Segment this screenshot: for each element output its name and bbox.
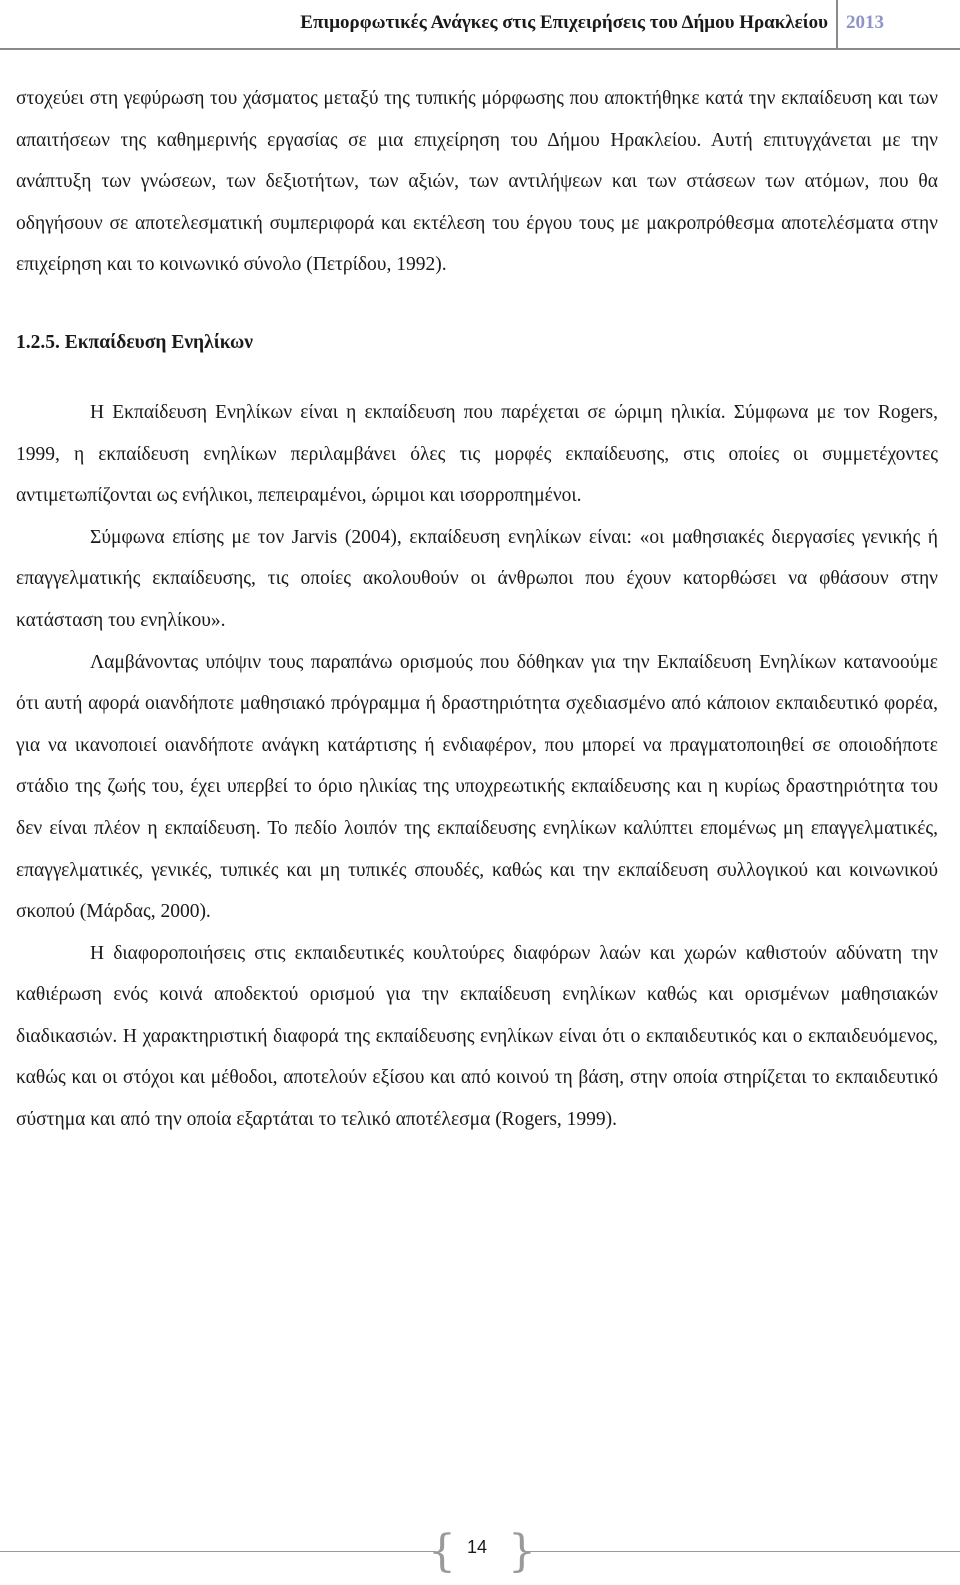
running-header-title: Επιμορφωτικές Ανάγκες στις Επιχειρήσεις του Δήμου Ηρακλείου bbox=[300, 12, 828, 33]
body-paragraph: Η διαφοροποιήσεις στις εκπαιδευτικές κουλτούρες διαφόρων λαών και χωρών καθιστούν αδύνατη την καθιέρωση ενός κοινά αποδεκτού ορισμού για την εκπαίδευση ενηλίκων καθώς και ορισμένων μαθησιακών διαδικασιών. Η χαρακτηριστική διαφορά της εκπαίδευσης ενηλίκων είναι ότι ο εκπαιδευτικός και ο εκπαιδευόμενος, καθώς και οι στόχοι και μέθοδοι, αποτελούν εξίσου και από κοινού τη βάση, στην οποία στηρίζεται το εκπαιδευτικό σύστημα και από την οποία εξαρτάται το τελικό αποτέλεσμα (Rogers, 1999). bbox=[16, 942, 938, 1131]
page-number: 14 bbox=[466, 1537, 488, 1557]
running-header-year: 2013 bbox=[846, 12, 884, 33]
header-divider bbox=[836, 0, 838, 50]
page-footer bbox=[0, 1525, 960, 1585]
body-paragraph: Σύμφωνα επίσης με τον Jarvis (2004), εκπαίδευση ενηλίκων είναι: «οι μαθησιακές διεργασίες γενικής ή επαγγελματικής εκπαίδευσης, τις οποίες ακολουθούν οι άνθρωποι που έχουν κατορθώσει να φθάσουν στην κατάσταση του ενηλίκου». bbox=[16, 526, 938, 631]
continued-paragraph: στοχεύει στη γεφύρωση του χάσματος μεταξύ της τυπικής μόρφωσης που αποκτήθηκε κατά την εκπαίδευση και των απαιτήσεων της καθημερινής εργασίας σε μια επιχείρηση του Δήμου Ηρακλείου. Αυτή επιτυγχάνεται με την ανάπτυξη των γνώσεων, των δεξιοτήτων, των αξιών, των αντιλήψεων και των στάσεων των ατόμων, που θα οδηγήσουν σε αποτελεσματική συμπεριφορά και εκτέλεση του έργου τους με μακροπρόθεσμα αποτελέσματα στην επιχείρηση και το κοινωνικό σύνολο (Πετρίδου, 1992). bbox=[16, 88, 938, 276]
section-heading: 1.2.5. Εκπαίδευση Ενηλίκων bbox=[16, 331, 253, 353]
footer-rule-right bbox=[522, 1551, 960, 1552]
header-rule bbox=[0, 48, 960, 50]
page-header bbox=[0, 0, 960, 50]
body-paragraph: Λαμβάνοντας υπόψιν τους παραπάνω ορισμούς που δόθηκαν για την Εκπαίδευση Ενηλίκων κατανοούμε ότι αυτή αφορά οιανδήποτε μαθησιακό πρόγραμμα ή δραστηριότητα σχεδιασμένο από κάποιον εκπαιδευτικό φορέα, για να ικανοποιεί οιανδήποτε ανάγκη κατάρτισης ή ενδιαφέρον, που μπορεί να πραγματοποιηθεί σε οποιοδήποτε στάδιο της ζωής του, έχει υπερβεί το όριο ηλικίας της υποχρεωτικής εκπαίδευσης και η κυρίως δραστηριότητα του δεν είναι πλέον η εκπαίδευση. Το πεδίο λοιπόν της εκπαίδευσης ενηλίκων καλύπτει επομένως μη επαγγελματικές, επαγγελματικές, γενικές, τυπικές και μη τυπικές σπουδές, καθώς και την εκπαίδευση συλλογικού και κοινωνικού σκοπού (Μάρδας, 2000). bbox=[16, 651, 938, 923]
left-brace-icon: { bbox=[428, 1526, 456, 1577]
right-brace-icon: } bbox=[508, 1526, 536, 1577]
page-body bbox=[16, 78, 938, 1141]
body-paragraph: Η Εκπαίδευση Ενηλίκων είναι η εκπαίδευση που παρέχεται σε ώριμη ηλικία. Σύμφωνα με τον Rogers, 1999, η εκπαίδευση ενηλίκων περιλαμβάνει όλες τις μορφές εκπαίδευσης, στις οποίες οι συμμετέχοντες αντιμετωπίζονται ως ενήλικοι, πεπειραμένοι, ώριμοι και ισορροπημένοι. bbox=[16, 401, 938, 507]
footer-rule-left bbox=[0, 1551, 436, 1552]
